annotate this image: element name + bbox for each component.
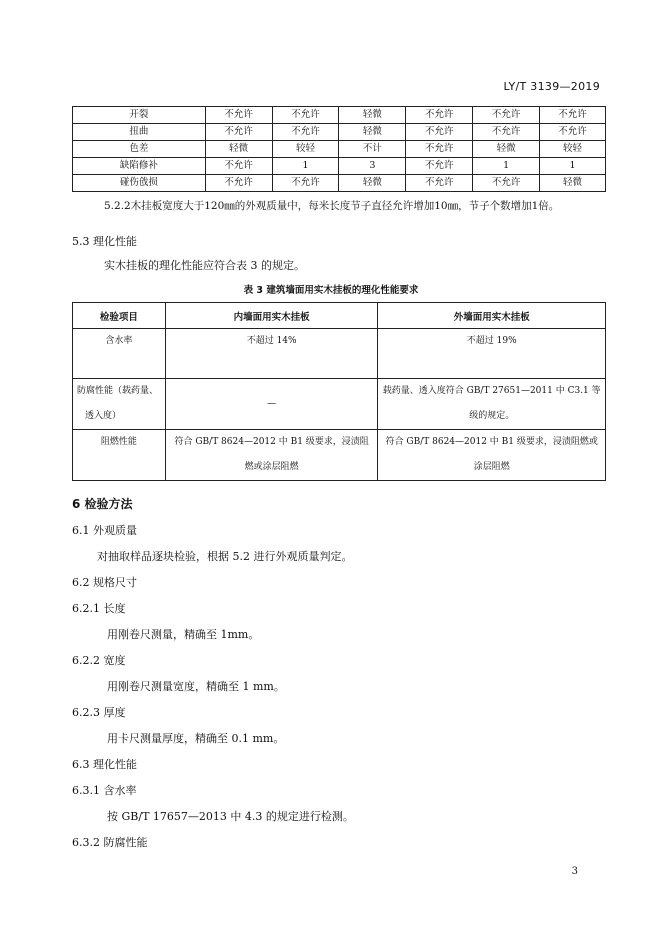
- cell-line: 防腐性能（载药量、: [77, 386, 159, 396]
- table-cell-interior: [165, 379, 378, 430]
- table-cell: 不允许: [406, 141, 473, 158]
- section-6-3-1-body: 按 GB/T 17657—2013 中 4.3 的规定进行检测。: [107, 810, 354, 823]
- section-6-3-2-title: 6.3.2 防腐性能: [72, 836, 148, 849]
- table-cell: 1: [272, 158, 339, 175]
- table-cell: 3: [339, 158, 406, 175]
- cell-line: 涂层阻燃: [473, 462, 510, 472]
- table-cell: 不允许: [540, 124, 606, 141]
- cell-line: 符合 GB/T 8624—2012 中 B1 级要求，浸渍阻: [174, 437, 369, 447]
- table-cell: 较轻: [540, 141, 606, 158]
- table-3-header-interior: 内墙面用实木挂板: [165, 303, 378, 329]
- table-cell: 1: [540, 158, 606, 175]
- section-6-1-body: 对抽取样品逐块检验，根据 5.2 进行外观质量判定。: [97, 550, 353, 563]
- table-cell: 不允许: [205, 158, 272, 175]
- cell-line: 不超过 14%: [246, 336, 297, 346]
- note-5-2-2: 5.2.2木挂板宽度大于120㎜的外观质量中，每米长度节子直径允许增加10㎜，节子个数增加1倍。: [104, 200, 560, 212]
- page-number: 3: [571, 866, 578, 877]
- cell-line: 不超过 19%: [466, 336, 517, 346]
- table-cell: 轻微: [339, 175, 406, 192]
- table-cell: 不允许: [272, 124, 339, 141]
- table-cell: 不允许: [473, 107, 540, 124]
- table-cell: 1: [473, 158, 540, 175]
- row-label: 扭曲: [73, 124, 206, 141]
- table-cell: 不允许: [205, 124, 272, 141]
- table-cell: 不允许: [473, 124, 540, 141]
- table-row: [73, 430, 606, 481]
- row-label: 开裂: [73, 107, 206, 124]
- table-cell: 不允许: [205, 107, 272, 124]
- section-6-title: 6 检验方法: [72, 497, 133, 511]
- section-6-2-2-body: 用刚卷尺测量宽度，精确至 1 mm。: [107, 680, 285, 693]
- table-row: [73, 379, 606, 430]
- table-cell: 轻微: [205, 141, 272, 158]
- table-cell: 不允许: [406, 175, 473, 192]
- section-6-1-title: 6.1 外观质量: [72, 524, 137, 537]
- section-6-2-2-title: 6.2.2 宽度: [72, 654, 126, 667]
- table-cell: 不允许: [205, 175, 272, 192]
- row-label: 缺陷修补: [73, 158, 206, 175]
- table-3-caption: 表 3 建筑墙面用实木挂板的理化性能要求: [243, 285, 419, 296]
- table-cell: 轻微: [473, 141, 540, 158]
- section-5-3-body: 实木挂板的理化性能应符合表 3 的规定。: [104, 259, 305, 272]
- table-cell: 不允许: [406, 107, 473, 124]
- table-cell-item: [73, 379, 166, 430]
- section-6-3-1-title: 6.3.1 含水率: [72, 784, 137, 797]
- section-6-2-title: 6.2 规格尺寸: [72, 576, 137, 589]
- table-row: [73, 329, 606, 379]
- cell-line: 级的规定。: [469, 411, 515, 421]
- table-cell: 不允许: [272, 107, 339, 124]
- section-6-2-3-body: 用卡尺测量厚度，精确至 0.1 mm。: [107, 732, 285, 745]
- row-label: 色差: [73, 141, 206, 158]
- cell-line: —: [267, 398, 277, 409]
- cell-line: 透入度）: [85, 411, 122, 421]
- table-row: [73, 107, 606, 124]
- section-5-3-title: 5.3 理化性能: [72, 235, 137, 248]
- cell-line: 符合 GB/T 8624—2012 中 B1 级要求，浸渍阻燃或: [385, 437, 598, 447]
- section-6-2-1-title: 6.2.1 长度: [72, 602, 126, 615]
- table-row: [73, 158, 606, 175]
- table-cell: 不允许: [272, 175, 339, 192]
- table-cell-exterior: [378, 329, 606, 379]
- table-cell-item: [73, 329, 166, 379]
- table-cell-item: [73, 430, 166, 481]
- table-cell-exterior: [378, 379, 606, 430]
- appearance-quality-table: [72, 106, 606, 192]
- section-6-2-1-body: 用刚卷尺测量，精确至 1mm。: [107, 628, 260, 641]
- table-cell-interior: [165, 430, 378, 481]
- document-number: LY/T 3139—2019: [503, 80, 600, 93]
- table-cell-exterior: [378, 430, 606, 481]
- table-cell: 较轻: [272, 141, 339, 158]
- table-cell-interior: [165, 329, 378, 379]
- physical-properties-table: [72, 302, 606, 481]
- cell-line: 载药量、透入度符合 GB/T 27651—2011 中 C3.1 等: [382, 386, 601, 396]
- row-label: 碰伤戗损: [73, 175, 206, 192]
- table-3-header-exterior: 外墙面用实木挂板: [378, 303, 606, 329]
- section-6-3-title: 6.3 理化性能: [72, 758, 137, 771]
- table-cell: 轻微: [339, 124, 406, 141]
- table-row: [73, 141, 606, 158]
- table-3-header-item: 检验项目: [73, 303, 166, 329]
- cell-line: 含水率: [105, 336, 133, 346]
- table-cell: 不允许: [406, 124, 473, 141]
- table-cell: 不允许: [540, 107, 606, 124]
- cell-line: 阻燃性能: [100, 437, 137, 447]
- table-cell: 轻微: [540, 175, 606, 192]
- table-row: [73, 175, 606, 192]
- cell-line: 燃或涂层阻燃: [244, 462, 299, 472]
- table-row: [73, 124, 606, 141]
- section-6-2-3-title: 6.2.3 厚度: [72, 706, 126, 719]
- table-cell: 不计: [339, 141, 406, 158]
- table-cell: 不允许: [473, 175, 540, 192]
- table-cell: 轻微: [339, 107, 406, 124]
- table-cell: 不允许: [406, 158, 473, 175]
